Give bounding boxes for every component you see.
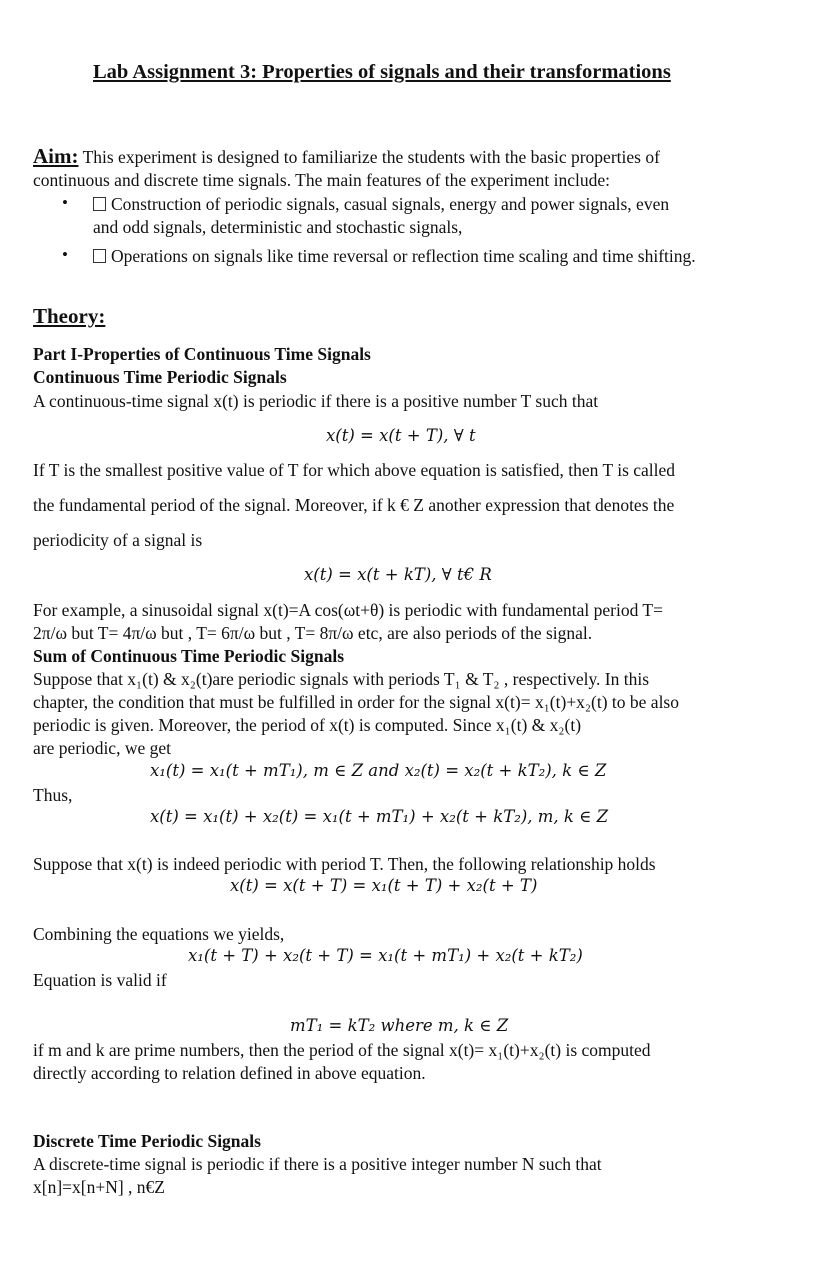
subheading-sum-periodic: Sum of Continuous Time Periodic Signals <box>33 646 345 666</box>
paragraph-sum-3: periodic is given. Moreover, the period of x(t) is computed. Since x₁(t) & x₂(t) <box>33 715 582 735</box>
aim-bullet-1-line-2: and odd signals, deterministic and stochastic signals, <box>93 217 463 237</box>
document-title: Lab Assignment 3: Properties of signals and their transformations <box>93 61 671 83</box>
bullet-dot: • <box>62 193 68 212</box>
checkbox-icon <box>93 197 106 211</box>
part1-heading: Part I-Properties of Continuous Time Signals <box>33 344 371 364</box>
aim-line-2: continuous and discrete time signals. The main features of the experiment include: <box>33 170 611 190</box>
paragraph-discrete-2: x[n]=x[n+N] , n€Z <box>33 1177 166 1197</box>
paragraph-fundamental-2: the fundamental period of the signal. Moreover, if k € Z another expression that denotes the <box>33 495 675 515</box>
paragraph-valid-if: Equation is valid if <box>33 970 167 990</box>
equation-periodic-k: x(t) = x(t + kT), ∀ t€ R <box>304 565 492 584</box>
equation-combined: x₁(t + T) + x₂(t + T) = x₁(t + mT₁) + x₂(t + kT₂) <box>188 946 583 965</box>
paragraph-fundamental-1: If T is the smallest positive value of T for which above equation is satisfied, then T is called <box>33 460 676 480</box>
paragraph-example-2: 2π/ω but T= 4π/ω but , T= 6π/ω but , T= 8π/ω etc, are also periods of the signal. <box>33 623 593 643</box>
paragraph-sum-1: Suppose that x₁(t) & x₂(t)are periodic signals with periods T₁ & T₂ , respectively. In this <box>33 669 650 689</box>
paragraph-prime-1: if m and k are prime numbers, then the period of the signal x(t)= x₁(t)+x₂(t) is computed <box>33 1040 651 1060</box>
theory-heading: Theory: <box>33 304 106 328</box>
equation-sum: x(t) = x₁(t) + x₂(t) = x₁(t + mT₁) + x₂(t + kT₂), m, k ∈ Z <box>150 807 609 826</box>
aim-bullet-2 <box>93 245 696 268</box>
aim-text-1: This experiment is designed to familiarize the students with the basic properties of <box>82 147 660 167</box>
aim-line-1 <box>33 145 660 169</box>
equation-periodic: x(t) = x(t + T), ∀ t <box>326 426 476 445</box>
paragraph-example-1: For example, a sinusoidal signal x(t)=A cos(ωt+θ) is periodic with fundamental period T= <box>33 600 663 620</box>
text-thus: Thus, <box>33 785 73 805</box>
equation-x1-x2-periodic: x₁(t) = x₁(t + mT₁), m ∈ Z and x₂(t) = x₂(t + kT₂), k ∈ Z <box>150 761 607 780</box>
paragraph-periodic-definition: A continuous-time signal x(t) is periodic if there is a positive number T such that <box>33 391 599 411</box>
aim-bullet-1 <box>93 193 669 216</box>
equation-period-T: x(t) = x(t + T) = x₁(t + T) + x₂(t + T) <box>230 876 538 895</box>
paragraph-prime-2: directly according to relation defined in above equation. <box>33 1063 426 1083</box>
paragraph-sum-4: are periodic, we get <box>33 738 171 758</box>
aim-label: Aim: <box>33 144 79 168</box>
paragraph-fundamental-3: periodicity of a signal is <box>33 530 203 550</box>
subheading-continuous-periodic: Continuous Time Periodic Signals <box>33 367 287 387</box>
paragraph-discrete-1: A discrete-time signal is periodic if there is a positive integer number N such that <box>33 1154 602 1174</box>
equation-mT1-kT2: mT₁ = kT₂ where m, k ∈ Z <box>290 1016 509 1035</box>
aim-bullet-1-text: Construction of periodic signals, casual signals, energy and power signals, even <box>111 194 670 214</box>
bullet-dot: • <box>62 245 68 264</box>
paragraph-combining: Combining the equations we yields, <box>33 924 285 944</box>
subheading-discrete-periodic: Discrete Time Periodic Signals <box>33 1131 261 1151</box>
aim-bullet-2-text: Operations on signals like time reversal or reflection time scaling and time shifting. <box>111 246 696 266</box>
checkbox-icon <box>93 249 106 263</box>
paragraph-period-T: Suppose that x(t) is indeed periodic with period T. Then, the following relationship holds <box>33 854 656 874</box>
paragraph-sum-2: chapter, the condition that must be fulfilled in order for the signal x(t)= x₁(t)+x₂(t) to be also <box>33 692 679 712</box>
